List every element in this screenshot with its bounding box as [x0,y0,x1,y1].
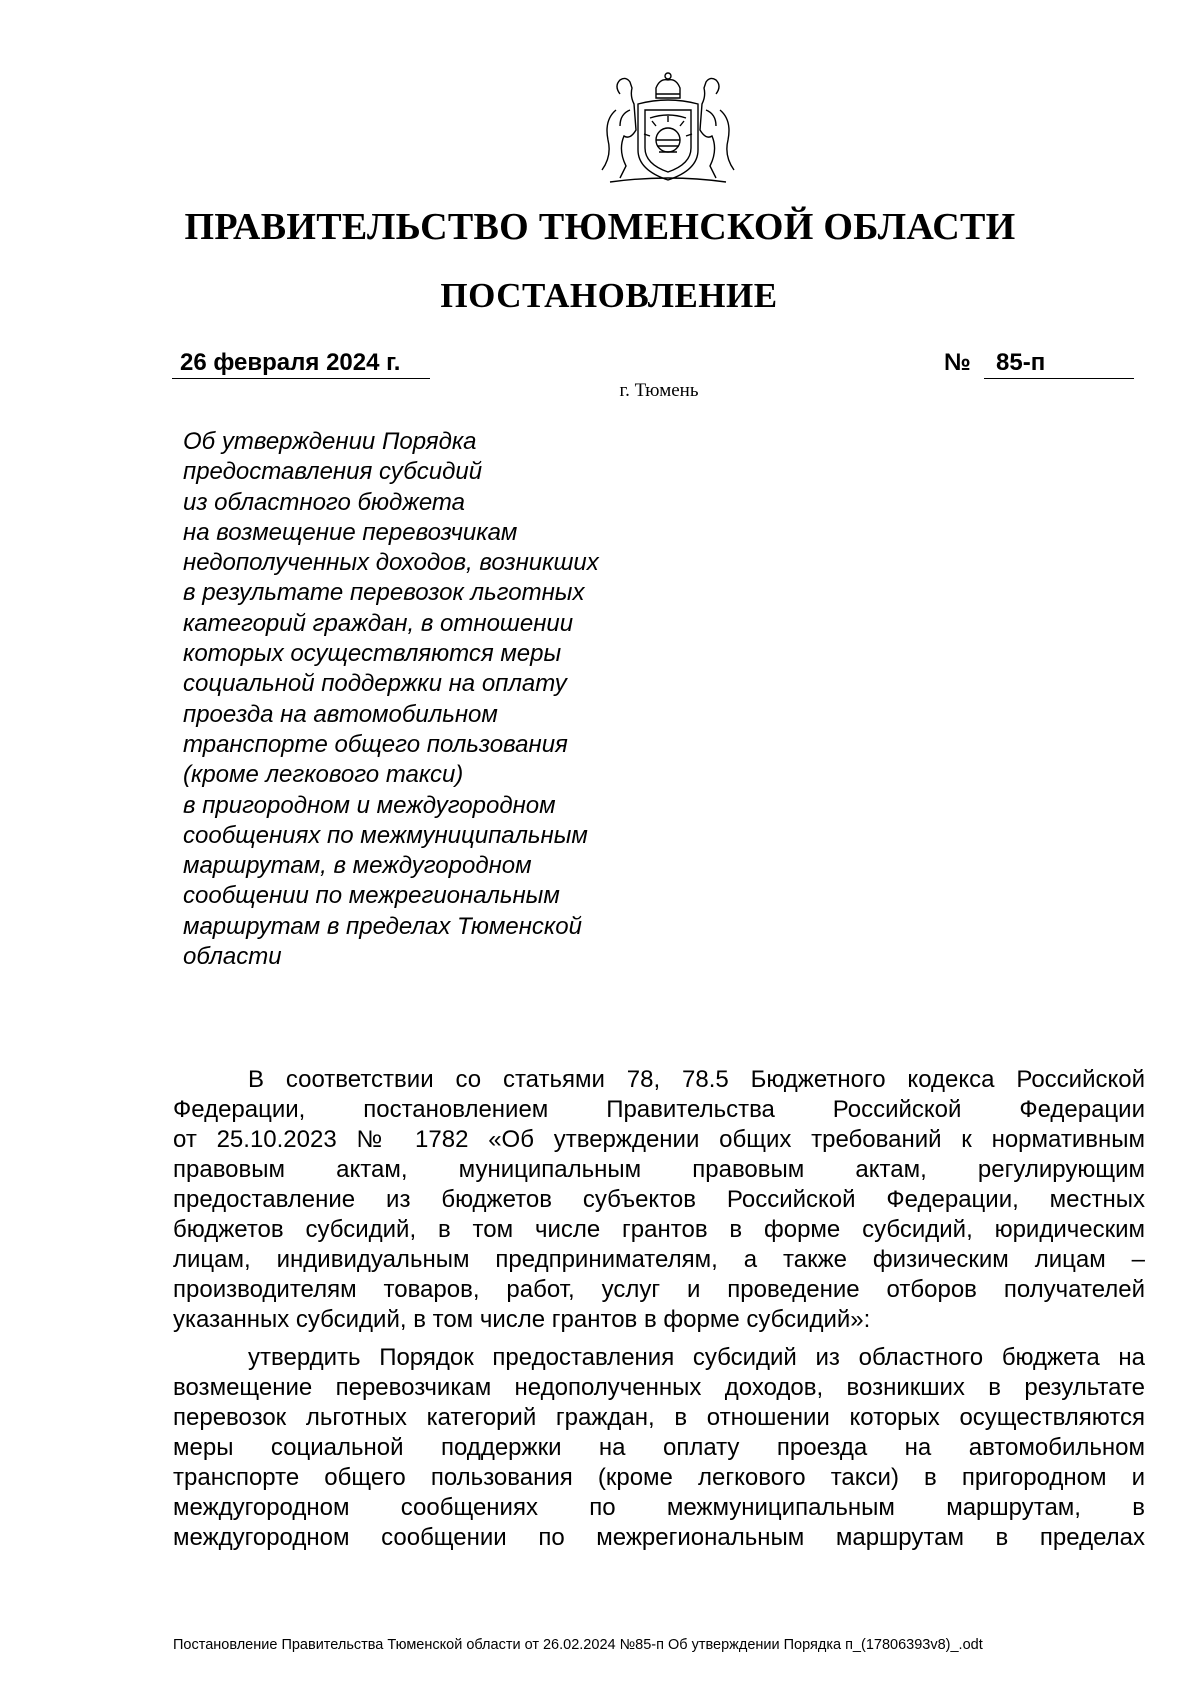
paragraph-line: бюджетов субсидий, в том числе грантов в форме субсидий, юридическим [173,1216,1145,1243]
paragraph-line: предоставление из бюджетов субъектов Российской Федерации, местных [173,1186,1145,1213]
issuing-authority: ПРАВИТЕЛЬСТВО ТЮМЕНСКОЙ ОБЛАСТИ [184,206,1016,248]
paragraph-line: меры социальной поддержки на оплату проезда на автомобильном [173,1434,1145,1461]
title-line: из областного бюджета [183,488,465,516]
paragraph-line: утвердить Порядок предоставления субсидий из областного бюджета на [248,1344,1145,1371]
document-title [183,427,703,972]
paragraph-line: междугородном сообщении по межрегиональным маршрутам в пределах [173,1524,1145,1551]
title-line: предоставления субсидий [183,458,483,486]
title-line: сообщении по межрегиональным [183,882,560,910]
paragraph-line: транспорте общего пользования (кроме легкового такси) в пригородном и [173,1464,1145,1491]
title-line: которых осуществляются меры [183,640,562,668]
paragraph-line: междугородном сообщениях по межмуниципальным маршрутам, в [173,1494,1145,1521]
title-line: Об утверждении Порядка [183,428,477,455]
paragraph-line: правовым актам, муниципальным правовым актам, регулирующим [173,1156,1145,1183]
preamble-paragraph [173,1065,1145,1335]
page-footer: Постановление Правительства Тюменской области от 26.02.2024 №85-п Об утверждении Порядка п_(17806393v8)_.odt [173,1637,983,1653]
title-line: сообщениях по межмуниципальным [183,821,588,849]
title-line: (кроме легкового такси) [183,761,464,789]
document-number-field [944,348,1134,379]
title-line: социальной поддержки на оплату [183,670,567,698]
paragraph-line: производителям товаров, работ, услуг и проведение отборов получателей [173,1276,1145,1303]
title-line: транспорте общего пользования [183,730,568,758]
title-line: проезда на автомобильном [183,700,498,728]
paragraph-line: перевозок льготных категорий граждан, в отношении которых осуществляются [173,1404,1145,1431]
title-line: недополученных доходов, возникших [183,549,599,577]
document-type: ПОСТАНОВЛЕНИЕ [440,276,778,315]
paragraph-line: возмещение перевозчикам недополученных доходов, возникших в результате [173,1374,1145,1401]
paragraph-line: от 25.10.2023 № 1782 «Об утверждении общих требований к нормативным [173,1126,1145,1153]
document-date: 26 февраля 2024 г. [172,348,430,379]
title-line: маршрутам, в междугородном [183,852,532,880]
title-line: категорий граждан, в отношении [183,609,574,637]
title-line: области [183,943,282,971]
paragraph-line: лицам, индивидуальным предпринимателям, а также физическим лицам – [173,1246,1145,1273]
paragraph-line: указанных субсидий, в том числе грантов в форме субсидий»: [173,1306,871,1333]
document-number: 85-п [984,348,1134,379]
paragraph-line: Федерации, постановлением Правительства Российской Федерации [173,1096,1145,1123]
title-line: в результате перевозок льготных [183,579,585,607]
resolution-paragraph [173,1343,1145,1553]
number-sign: № [944,349,971,376]
issue-city: г. Тюмень [619,380,699,401]
title-line: в пригородном и междугородном [183,791,556,819]
title-line: на возмещение перевозчикам [183,518,518,546]
coat-of-arms-icon [590,70,746,188]
title-line: маршрутам в пределах Тюменской [183,912,582,940]
paragraph-line: В соответствии со статьями 78, 78.5 Бюджетного кодекса Российской [248,1066,1145,1093]
